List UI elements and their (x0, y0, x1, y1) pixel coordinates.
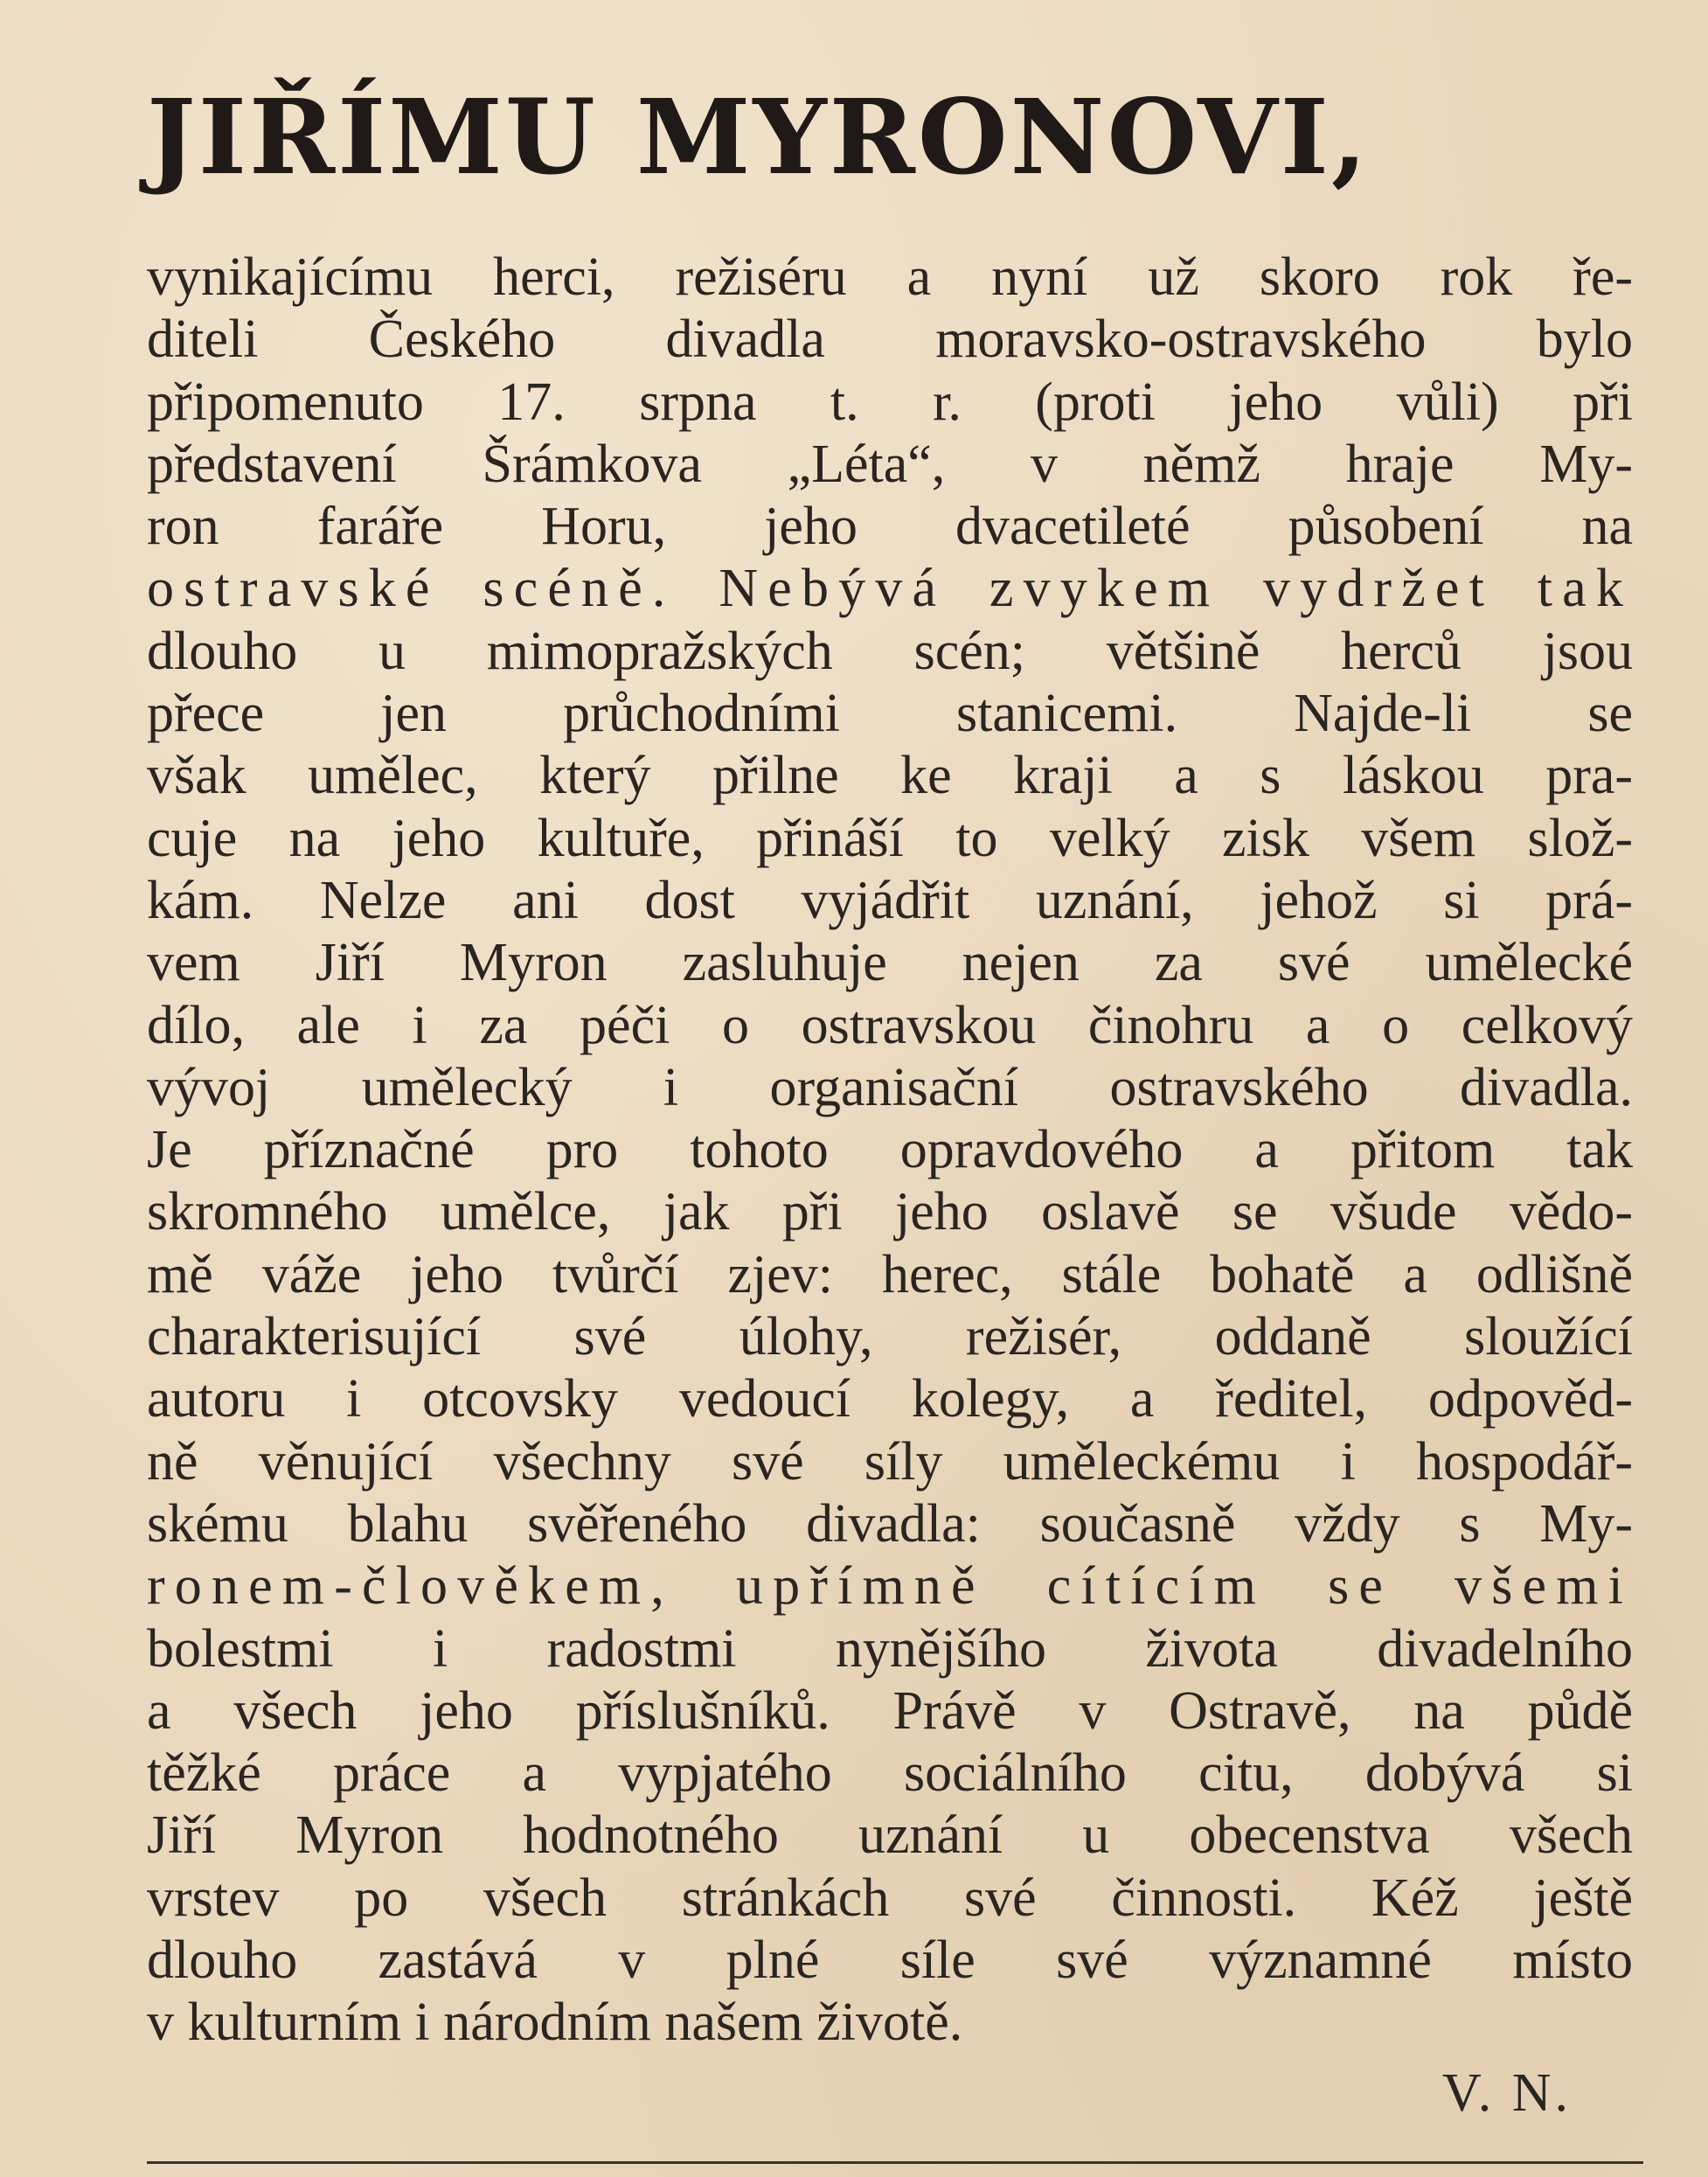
author-signature: V. N. (1441, 2063, 1572, 2123)
text-line: dlouho zastává v plné síle své významné místo (147, 1930, 1633, 1991)
text-line: představení Šrámkova „Léta“, v němž hraje My- (147, 434, 1633, 494)
text-line: v kulturním i národním našem životě. (147, 1993, 963, 2053)
text-line: ronem-člověkem, upřímně cítícím se všemi (147, 1556, 1633, 1617)
text-line: vynikajícímu herci, režiséru a nyní už skoro rok ře- (147, 247, 1633, 307)
text-line: dílo, ale i za péči o ostravskou činohru a o celkový (147, 995, 1633, 1055)
text-line: přece jen průchodními stanicemi. Najde-li se (147, 684, 1633, 744)
text-line: kám. Nelze ani dost vyjádřit uznání, jehož si prá- (147, 870, 1633, 930)
text-line: Jiří Myron hodnotného uznání u obecenstva všech (147, 1805, 1633, 1866)
article-body (147, 247, 1633, 2055)
text-line: autoru i otcovsky vedoucí kolegy, a ředitel, odpověd- (147, 1369, 1633, 1429)
text-line: mě váže jeho tvůrčí zjev: herec, stále bohatě a odlišně (147, 1244, 1633, 1304)
text-line: cuje na jeho kultuře, přináší to velký zisk všem slož- (147, 808, 1633, 868)
text-line: ron faráře Horu, jeho dvacetileté působení na (147, 497, 1633, 557)
text-line: ostravské scéně. Nebývá zvykem vydržet tak (147, 559, 1633, 619)
text-line: bolestmi i radostmi nynějšího života divadelního (147, 1618, 1633, 1679)
text-line: však umělec, který přilne ke kraji a s láskou pra- (147, 746, 1633, 806)
text-line: těžké práce a vypjatého sociálního citu, dobývá si (147, 1743, 1633, 1804)
text-line: a všech jeho příslušníků. Právě v Ostravě, na půdě (147, 1680, 1633, 1741)
text-line: vývoj umělecký i organisační ostravského divadla. (147, 1057, 1633, 1117)
page-title: JIŘÍMU MYRONOVI, (147, 76, 1371, 198)
text-line: diteli Českého divadla moravsko-ostravského bylo (147, 310, 1633, 370)
text-line: skému blahu svěřeného divadla: současně vždy s My- (147, 1493, 1633, 1554)
text-line: vem Jiří Myron zasluhuje nejen za své umělecké (147, 933, 1633, 993)
text-line: Je příznačné pro tohoto opravdového a přitom tak (147, 1120, 1633, 1180)
text-line: připomenuto 17. srpna t. r. (proti jeho vůli) při (147, 372, 1633, 432)
text-line: skromného umělce, jak při jeho oslavě se všude vědo- (147, 1182, 1633, 1242)
text-line: ně věnující všechny své síly uměleckému i hospodář- (147, 1431, 1633, 1492)
text-line: vrstev po všech stránkách své činnosti. Kéž ještě (147, 1867, 1633, 1928)
text-line: dlouho u mimopražských scén; většině herců jsou (147, 621, 1633, 681)
divider (147, 2161, 1643, 2164)
text-line: charakterisující své úlohy, režisér, oddaně sloužící (147, 1307, 1633, 1367)
